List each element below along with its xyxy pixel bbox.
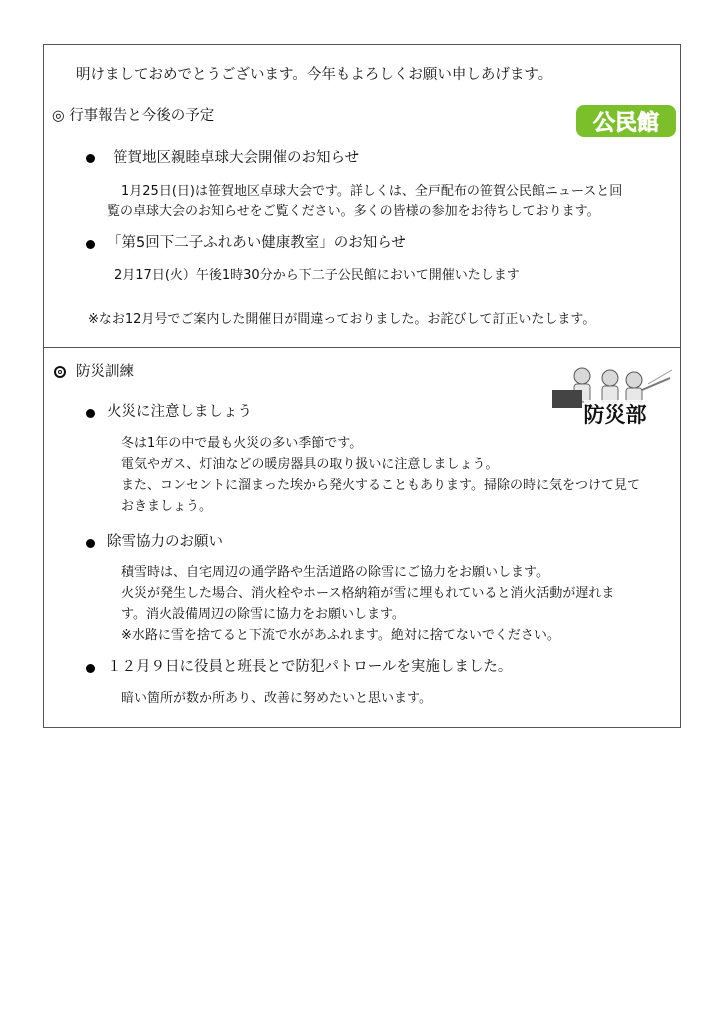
item-title-table-tennis: 笹賀地区親睦卓球大会開催のお知らせ <box>113 150 360 166</box>
item-text-line: 1月25日(日)は笹賀地区卓球大会です。詳しくは、全戸配布の笹賀公民館ニュースと回 <box>121 184 623 199</box>
item-text-line: おきましょう。 <box>121 499 213 514</box>
item-text-line: 冬は1年の中で最も火災の多い季節です。 <box>121 436 363 451</box>
section2-heading: 防災訓練 <box>76 364 134 380</box>
kominkan-logo-text: 公民館 <box>592 111 660 136</box>
item-text-line: 積雪時は、自宅周辺の通学路や生活道路の除雪にご協力をお願いします。 <box>121 565 549 580</box>
item-title-fire: 火災に注意しましょう <box>107 404 252 420</box>
item-text-line: また、コンセントに溜まった埃から発火することもあります。掃除の時に気をつけて見て <box>121 478 640 493</box>
bullet-icon <box>86 154 95 163</box>
bullet-icon <box>86 539 95 548</box>
firefighter-figures <box>574 368 672 402</box>
item-text-line: す。消火設備周辺の除雪に協力をお願いします。 <box>121 607 405 622</box>
correction-note: ※なお12月号でご案内した開催日が間違っておりました。お詫びして訂正いたします。 <box>88 312 596 327</box>
kominkan-logo <box>574 102 678 140</box>
double-circle-icon <box>54 366 66 378</box>
bullet-icon <box>86 240 95 249</box>
bousaibu-logo <box>548 360 674 432</box>
section1-heading: ◎ 行事報告と今後の予定 <box>52 108 215 124</box>
item-title-snow: 除雪協力のお願い <box>107 534 223 550</box>
item-text-line: 火災が発生した場合、消火栓やホース格納箱が雪に埋もれていると消火活動が遅れま <box>121 586 615 601</box>
item-text-line: 2月17日(火）午後1時30分から下二子公民館において開催いたします <box>114 268 520 283</box>
item-title-health-class: 「第5回下二子ふれあい健康教室」のお知らせ <box>107 235 406 251</box>
bousaibu-logo-text: 防災部 <box>583 403 647 427</box>
item-text-line: 暗い箇所が数か所あり、改善に努めたいと思います。 <box>121 691 432 706</box>
item-text-line: 覧の卓球大会のお知らせをご覧ください。多くの皆様の参加をお待ちしております。 <box>107 204 600 219</box>
section-divider <box>44 347 680 348</box>
item-text-line: ※水路に雪を捨てると下流で水があふれます。絶対に捨てないでください。 <box>121 628 560 643</box>
greeting-text: 明けましておめでとうございます。今年もよろしくお願い申しあげます。 <box>76 67 553 83</box>
item-title-patrol: １２月９日に役員と班長とで防犯パトロールを実施しました。 <box>107 659 513 675</box>
item-text-line: 電気やガス、灯油などの暖房器具の取り扱いに注意しましょう。 <box>121 457 499 472</box>
bullet-icon <box>86 664 95 673</box>
bullet-icon <box>86 409 95 418</box>
